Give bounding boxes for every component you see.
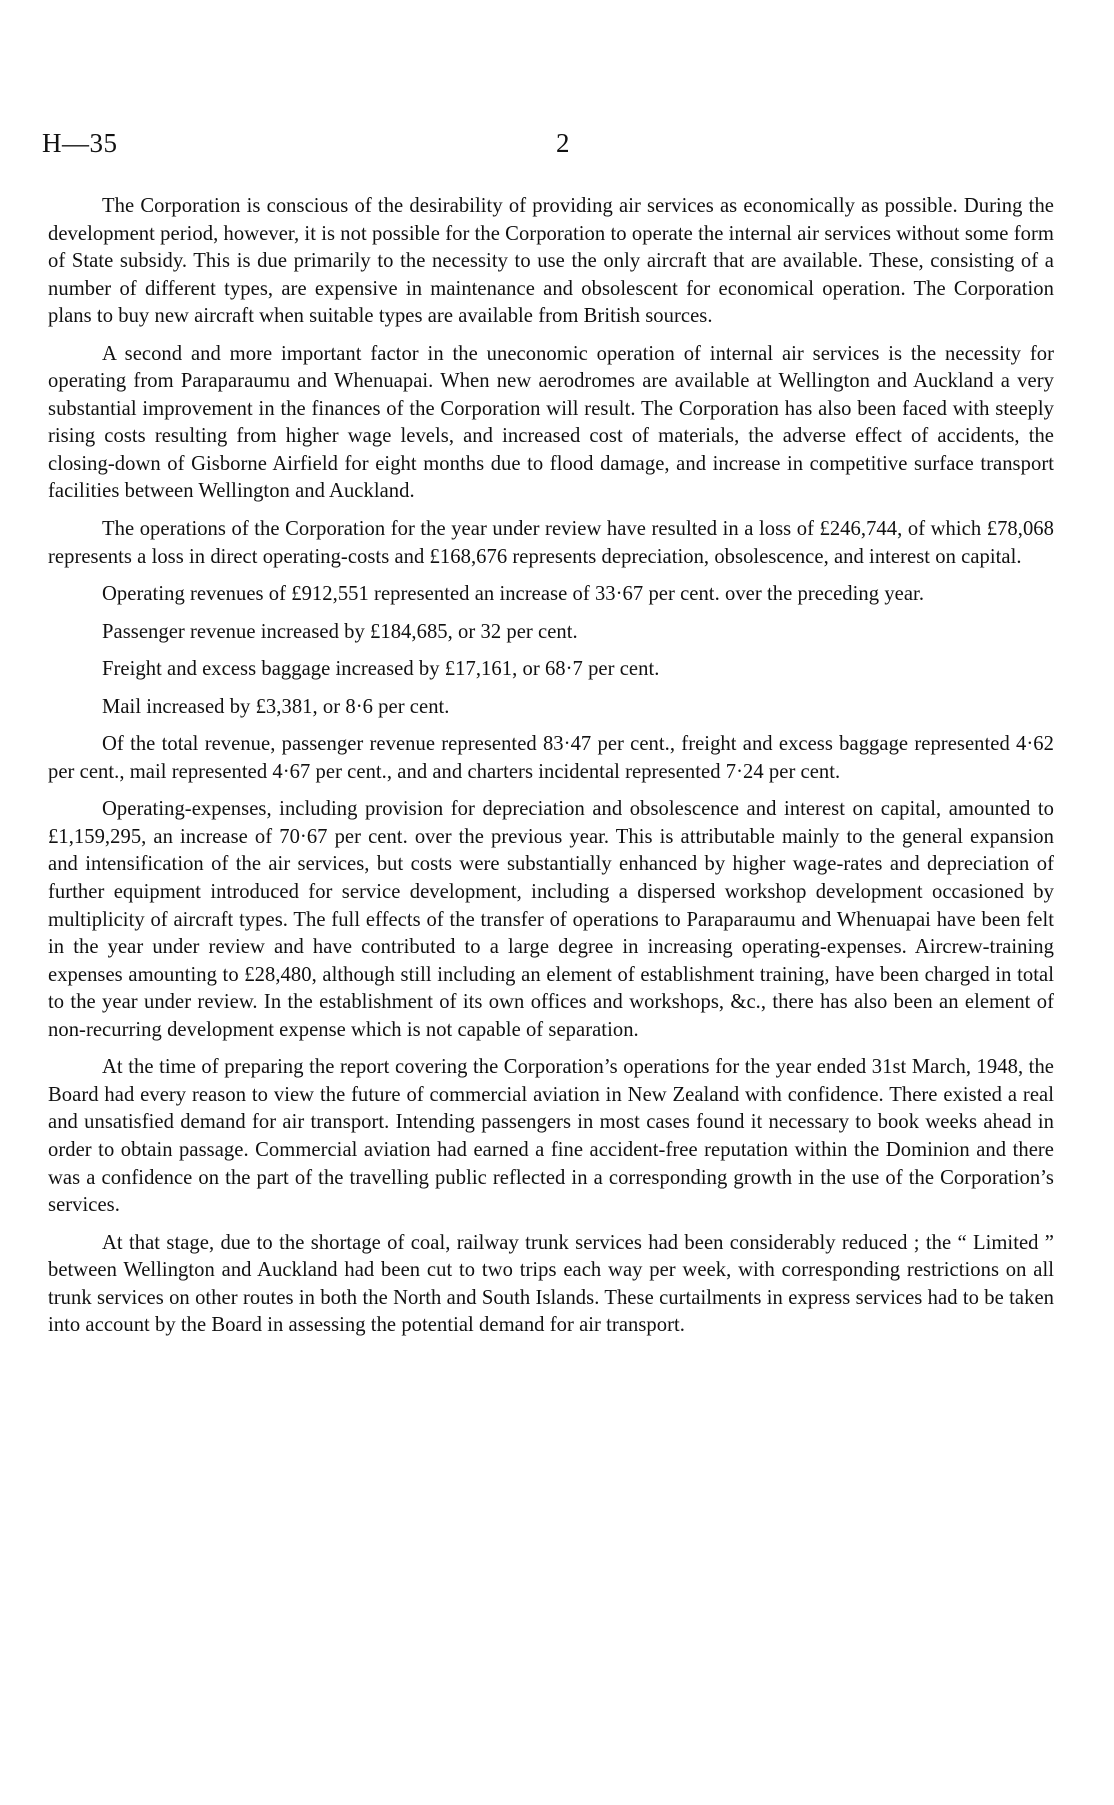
report-body (48, 193, 1054, 1350)
paragraph-mail-revenue: Mail increased by £3,381, or 8·6 per cent. (102, 695, 450, 718)
page-number: 2 (556, 128, 570, 158)
paragraph-operating-revenues: Operating revenues of £912,551 represented an increase of 33·67 per cent. over the preceding year. (102, 583, 925, 606)
document-code: H—35 (42, 128, 118, 158)
paragraph-passenger-revenue: Passenger revenue increased by £184,685, or 32 per cent. (102, 620, 578, 643)
paragraph-freight-revenue: Freight and excess baggage increased by £17,161, or 68·7 per cent. (102, 658, 660, 681)
paragraph-year-loss: The operations of the Corporation for the year under review have resulted in a loss of £246,744, of which £78,068 represents a loss in direct operating-costs and £168,676 represents depreciation, obsolescence, and interest on capital. (48, 518, 1054, 568)
paragraph-revenue-shares: Of the total revenue, passenger revenue represented 83·47 per cent., freight and excess baggage represented 4·62 per cent., mail represented 4·67 per cent., and and charters incidental represented 7·24 per cent. (48, 733, 1054, 783)
paragraph-railway-curtailment: At that stage, due to the shortage of coal, railway trunk services had been considerably reduced ; the “ Limited ” between Wellington and Auckland had been cut to two trips each way per week, with corresponding restrictions on all trunk services on other routes in both the North and South Islands. These curtailments in express services had to be taken into account by the Board in assessing the potential demand for air transport. (48, 1231, 1054, 1337)
paragraph-commercial-aviation-outlook: At the time of preparing the report covering the Corporation’s operations for the year ended 31st March, 1948, the Board had every reason to view the future of commercial aviation in New Zealand with confidence. There existed a real and unsatisfied demand for air transport. Intending passengers in most cases found it necessary to book weeks ahead in order to obtain passage. Commercial aviation had earned a fine accident-free reputation within the Dominion and there was a confidence on the part of the travelling public reflected in a corresponding growth in the use of the Corporation’s services. (48, 1056, 1054, 1217)
paragraph-uneconomic-operation: A second and more important factor in the uneconomic operation of internal air services is the necessity for operating from Paraparaumu and Whenuapai. When new aerodromes are available at Wellington and Auckland a very substantial improvement in the finances of the Corporation will result. The Corporation has also been faced with steeply rising costs resulting from higher wage levels, and increased cost of materials, the adverse effect of accidents, the closing-down of Gisborne Airfield for eight months due to flood damage, and increase in competitive surface transport facilities between Wellington and Auckland. (48, 342, 1054, 503)
paragraph-state-subsidy: The Corporation is conscious of the desirability of providing air services as economically as possible. During the development period, however, it is not possible for the Corporation to operate the internal air services without some form of State subsidy. This is due primarily to the necessity to use the only aircraft that are available. These, consisting of a number of different types, are expensive in maintenance and obsolescent for economical operation. The Corporation plans to buy new aircraft when suitable types are available from British sources. (48, 195, 1054, 328)
paragraph-operating-expenses: Operating-expenses, including provision for depreciation and obsolescence and interest on capital, amounted to £1,159,295, an increase of 70·67 per cent. over the previous year. This is attributable mainly to the general expansion and intensification of the air services, but costs were substantially enhanced by higher wage-rates and depreciation of further equipment introduced for service development, including a dispersed workshop development occasioned by multiplicity of aircraft types. The full effects of the transfer of operations to Paraparaumu and Whenuapai have been felt in the year under review and have contributed to a large degree in increasing operating-expenses. Aircrew-training expenses amounting to £28,480, although still including an element of establishment training, have been charged in total to the year under review. In the establishment of its own offices and workshops, &c., there has also been an element of non-recurring development expense which is not capable of separation. (48, 798, 1054, 1041)
page-header (42, 128, 1072, 168)
